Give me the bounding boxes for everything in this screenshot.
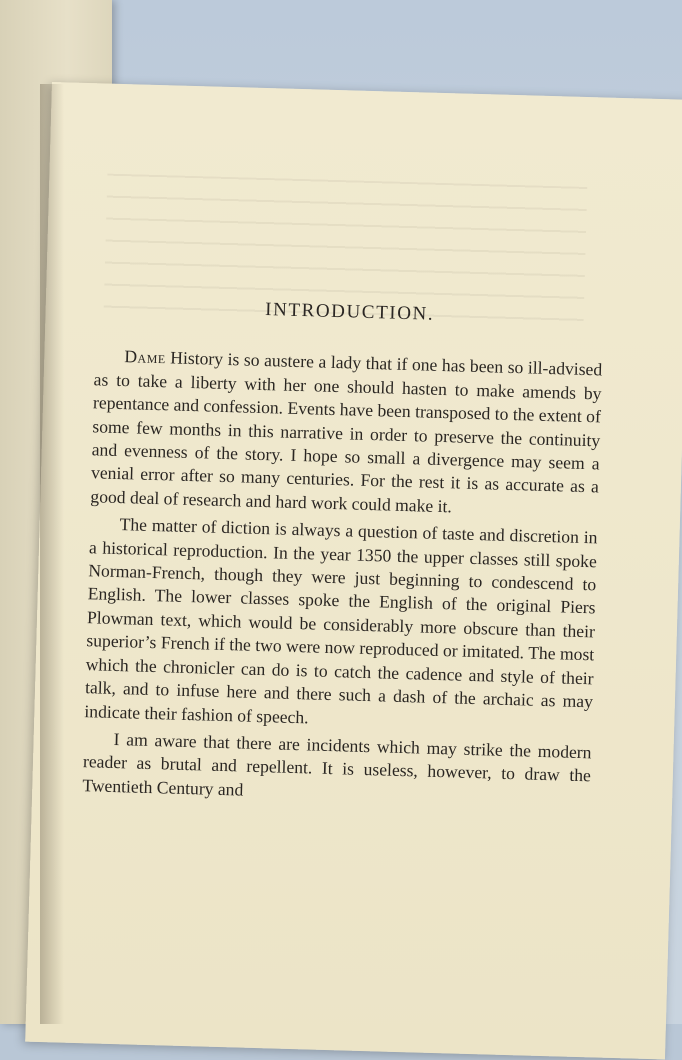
paragraph-1-text: History is so austere a lady that if one has been so ill-advised as to take a liberty with her one should hasten to make amends by repentance and confession. Events have been transposed to the extent of some few months in this narrative in order to preserve the continuity and evenness of the story. I hope so small a divergence may seem a venial error after so many centuries. For the rest it is as accurate as a good deal of research and hard work could make it. <box>90 347 603 517</box>
page-title: INTRODUCTION. <box>264 299 435 325</box>
page-text <box>82 293 604 815</box>
gutter-shadow <box>40 84 64 1024</box>
drop-word: Dame <box>124 346 167 368</box>
paragraph-2: The matter of diction is always a question of taste and discretion in a historical reproduction. In the year 1350 the upper classes still spoke Norman-French, though they were just beginning to condescend to English. The lower classes spoke the English of the original Piers Plowman text, which would be considerably more obscure than their superior’s French if the two were now reproduced or imitated. The most which the chronicler can do is to catch the cadence and style of their talk, and to infuse here and there such a dash of the archaic as may indicate their fashion of speech. <box>84 514 598 727</box>
book-page <box>25 82 682 1059</box>
paragraph-1 <box>90 345 602 523</box>
paragraph-3: I am aware that there are incidents which may strike the modern reader as brutal and repellent. It is useless, however, to draw the Twentieth Century and <box>82 728 592 800</box>
